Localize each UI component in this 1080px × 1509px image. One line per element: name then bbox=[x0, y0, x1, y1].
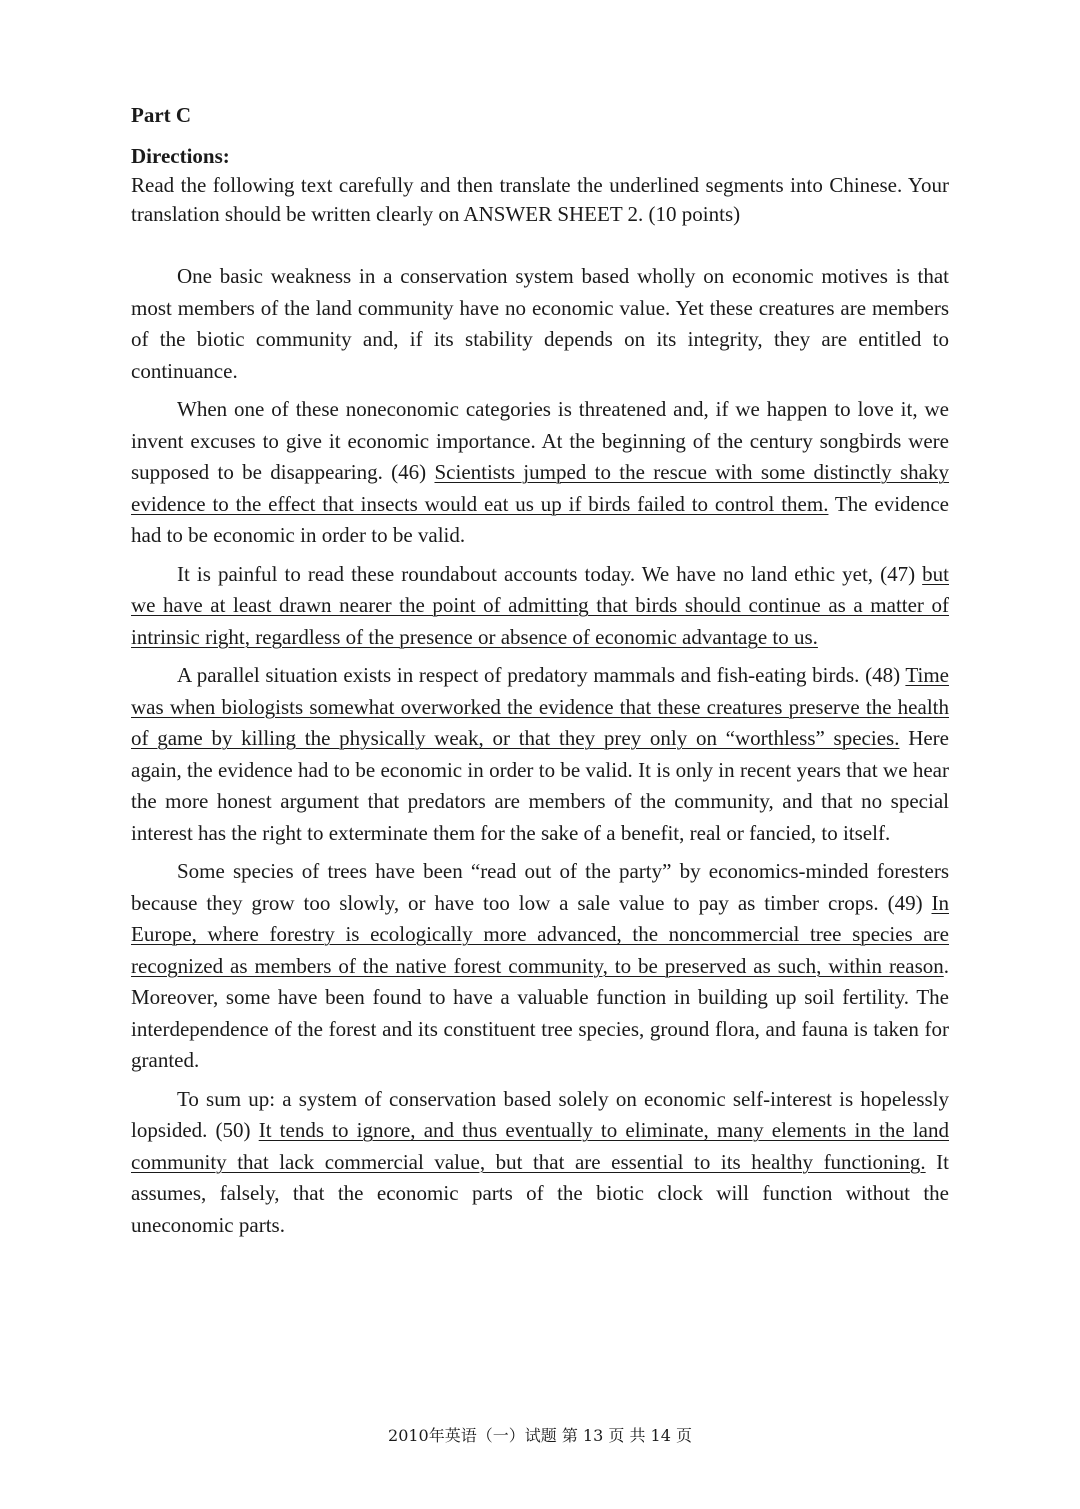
segment: When one of these noneconomic categories is threatened and, if we happen to love it, we invent excuses to give it economic importance. At the beginning of the century songbirds were supposed to be disappearing. (46) bbox=[131, 397, 949, 484]
underlined-segment-49: In Europe, where forestry is ecologically more advanced, the noncommercial tree species are recognized as members of the native forest community, to be preserved as such, within reason bbox=[131, 890, 949, 978]
paragraph-2 bbox=[131, 394, 949, 552]
part-title: Part C bbox=[131, 103, 192, 127]
segment: . Moreover, some have been found to have a valuable function in building up soil fertility. The interdependence of the forest and its constituent tree species, ground flora, and fauna is taken for granted. bbox=[131, 953, 949, 1072]
segment: One basic weakness in a conservation system based wholly on economic motives is that most members of the land community have no economic value. Yet these creatures are members of the biotic community and, if its stability depends on its integrity, they are entitled to continuance. bbox=[131, 264, 949, 383]
passage bbox=[131, 261, 949, 1241]
segment: It is painful to read these roundabout accounts today. We have no land ethic yet, (47) bbox=[177, 561, 923, 586]
paragraph-3 bbox=[131, 559, 949, 654]
segment: A parallel situation exists in respect of predatory mammals and fish-eating birds. (48) bbox=[177, 663, 906, 687]
segment: Some species of trees have been “read out of the party” by economics-minded foresters because they grow too slowly, or have too low a sale value to pay as timber crops. (49) bbox=[131, 859, 949, 915]
underlined-segment-47: but we have at least drawn nearer the point of admitting that birds should continue as a matter of intrinsic right, regardless of the presence or absence of economic advantage to us. bbox=[131, 561, 949, 649]
segment: Here again, the evidence had to be economic in order to be valid. It is only in recent years that we hear the more honest argument that predators are members of the community, and that no special interest has the right to exterminate them for the sake of a benefit, real or fancied, to itself. bbox=[131, 726, 949, 845]
segment: To sum up: a system of conservation based solely on economic self-interest is hopelessly lopsided. (50) bbox=[131, 1086, 949, 1142]
underlined-segment-48: Time was when biologists somewhat overworked the evidence that these creatures preserve the health of game by killing the physically weak, or that they prey only on “worthless” species. bbox=[131, 663, 949, 750]
underlined-segment-50: It tends to ignore, and thus eventually to eliminate, many elements in the land community that lack commercial value, but that are essential to its healthy functioning. bbox=[131, 1118, 949, 1174]
paragraph-6 bbox=[131, 1084, 949, 1242]
paragraph-4 bbox=[131, 660, 949, 849]
underlined-segment-46: Scientists jumped to the rescue with some distinctly shaky evidence to the effect that insects would eat us up if birds failed to control them. bbox=[131, 460, 950, 516]
page-footer: 2010年英语（一）试题 第 13 页 共 14 页 bbox=[388, 1426, 692, 1445]
segment: It assumes, falsely, that the economic parts of the biotic clock will function without the uneconomic parts. bbox=[131, 1149, 949, 1237]
exam-page bbox=[131, 100, 949, 1248]
segment: The evidence had to be economic in order to be valid. bbox=[131, 491, 949, 547]
directions-text: Read the following text carefully and then translate the underlined segments into Chinese. Your translation should be written clearly on ANSWER SHEET 2. (10 points) bbox=[131, 173, 949, 226]
paragraph-5 bbox=[131, 856, 949, 1077]
paragraph-1 bbox=[131, 261, 949, 387]
directions-title: Directions: bbox=[131, 144, 230, 168]
